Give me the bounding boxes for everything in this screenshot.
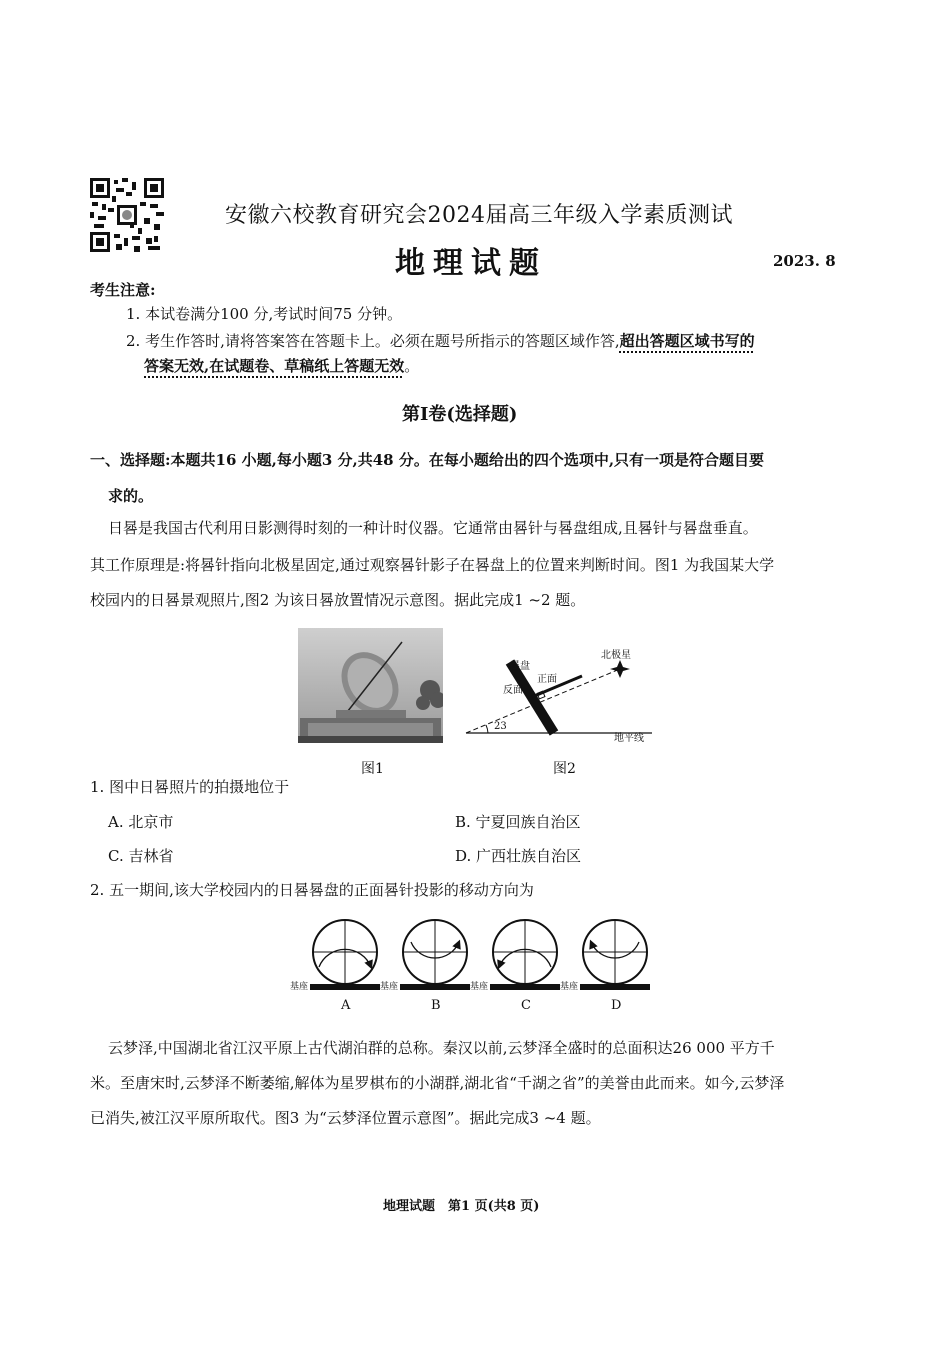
label-zheng-mian: 正面 xyxy=(537,674,557,685)
q2-sundial-options xyxy=(305,912,655,1017)
label-fan-mian: 反面 xyxy=(503,685,523,696)
q2-dial-c xyxy=(490,920,560,990)
qr-code xyxy=(90,178,164,252)
passage2-line-1: 云梦泽,中国湖北省江汉平原上古代湖泊群的总称。秦汉以前,云梦泽全盛时的总面积达26 000 平方千 xyxy=(108,1039,775,1057)
section-title: 第Ⅰ卷(选择题) xyxy=(402,404,518,425)
subject-title: 地理试题 xyxy=(395,246,547,281)
q1-option-b: B. 宁夏回族自治区 xyxy=(455,813,581,831)
notice-item-2 xyxy=(126,334,755,349)
passage1-line-3: 校园内的日晷景观照片,图2 为该日晷放置情况示意图。据此完成1 ~2 题。 xyxy=(90,591,586,609)
passage2-line-2: 米。至唐宋时,云梦泽不断萎缩,解体为星罗棋布的小湖群,湖北省“千湖之省”的美誉由此而来。如今,云梦泽 xyxy=(90,1074,785,1092)
label-angle: 23 xyxy=(494,721,507,732)
sundial-photo xyxy=(298,628,443,743)
notice-heading: 考生注意: xyxy=(90,281,156,299)
page-footer: 地理试题 第1 页(共8 页) xyxy=(383,1199,540,1214)
q2-dial-d xyxy=(580,920,650,990)
q2-option-b-label: B xyxy=(431,998,441,1013)
q1-option-d: D. 广西壮族自治区 xyxy=(455,847,582,865)
label-di-ping-xian: 地平线 xyxy=(614,733,644,744)
passage1-line-1: 日晷是我国古代利用日影测得时刻的一种计时仪器。它通常由晷针与晷盘组成,且晷针与晷盘垂直。 xyxy=(108,519,758,537)
q1-option-c: C. 吉林省 xyxy=(108,847,174,865)
q2-option-a-label: A xyxy=(341,998,351,1013)
q2-stem: 2. 五一期间,该大学校园内的日晷晷盘的正面晷针投影的移动方向为 xyxy=(90,881,534,899)
section-instruction-2: 求的。 xyxy=(108,487,154,505)
q2-dial-a xyxy=(310,920,380,990)
label-gui-pan: 晷盘 xyxy=(510,661,530,672)
q1-stem: 1. 图中日晷照片的拍摄地位于 xyxy=(90,778,290,796)
q2-base-label-d: 基座 xyxy=(560,982,579,992)
exam-date: 2023. 8 xyxy=(773,252,836,270)
q2-base-label-a: 基座 xyxy=(290,982,309,992)
notice-item-2-end: 。 xyxy=(404,357,420,375)
q2-dial-b xyxy=(400,920,470,990)
exam-title: 安徽六校教育研究会2024届高三年级入学素质测试 xyxy=(225,203,733,228)
q2-option-d-label: D xyxy=(611,998,622,1013)
q1-option-a: A. 北京市 xyxy=(108,813,174,831)
notice-item-2-emphasis-a: 超出答题区域书写的 xyxy=(619,332,755,350)
q2-base-label-b: 基座 xyxy=(380,982,399,992)
figure-2-caption: 图2 xyxy=(553,761,576,777)
notice-item-1: 1. 本试卷满分100 分,考试时间75 分钟。 xyxy=(126,305,403,323)
label-bei-ji-xing: 北极星 xyxy=(601,650,631,661)
notice-item-2-cont xyxy=(144,359,419,374)
q2-base-label-c: 基座 xyxy=(470,982,489,992)
q2-option-c-label: C xyxy=(521,998,531,1013)
passage1-line-2: 其工作原理是:将晷针指向北极星固定,通过观察晷针影子在晷盘上的位置来判断时间。图1 为我国某大学 xyxy=(90,556,775,574)
figure-1-caption: 图1 xyxy=(361,761,384,777)
passage2-line-3: 已消失,被江汉平原所取代。图3 为“云梦泽位置示意图”。据此完成3 ~4 题。 xyxy=(90,1109,601,1127)
notice-item-2-emphasis-b: 答案无效,在试题卷、草稿纸上答题无效 xyxy=(144,357,405,375)
notice-item-2-part-a: 2. 考生作答时,请将答案答在答题卡上。必须在题号所指示的答题区域作答, xyxy=(126,332,620,350)
section-instruction-1: 一、选择题:本题共16 小题,每小题3 分,共48 分。在每小题给出的四个选项中,只有一项是符合题目要 xyxy=(90,451,765,469)
